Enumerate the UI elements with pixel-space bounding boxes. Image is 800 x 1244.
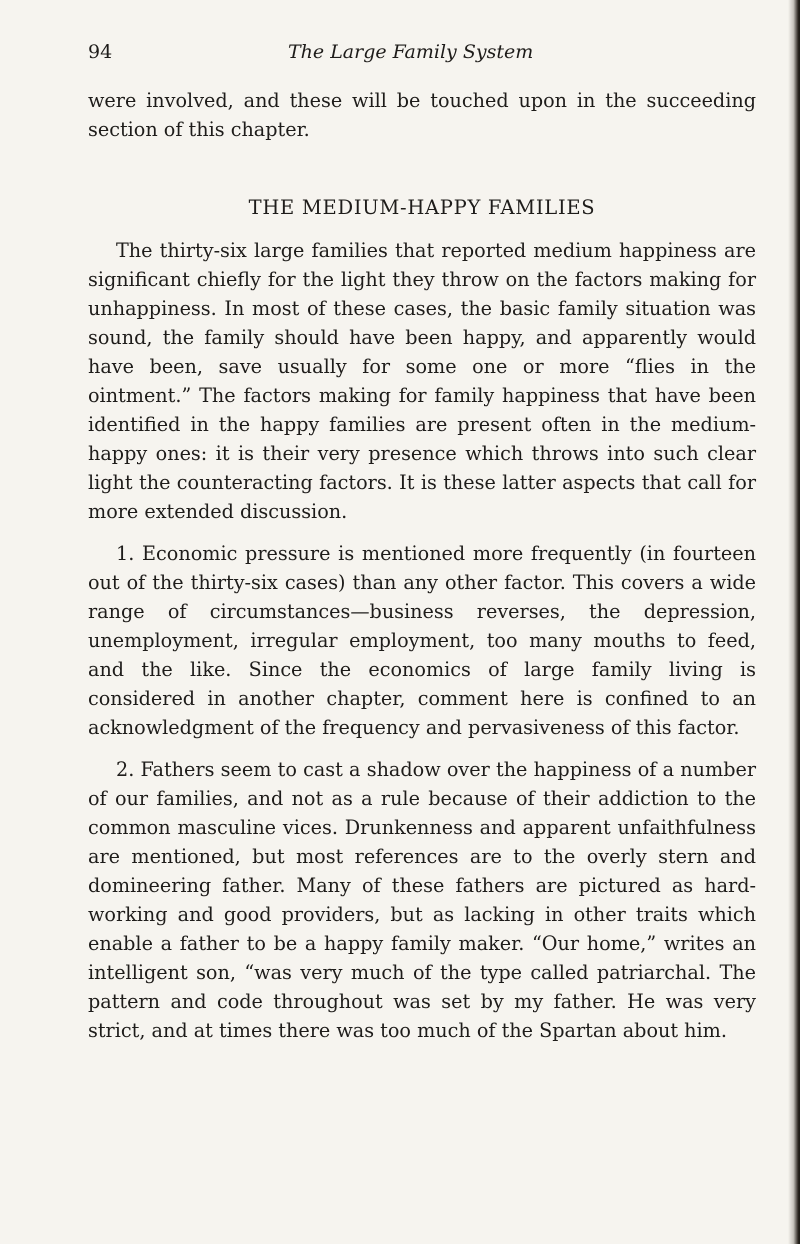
page-body <box>88 86 756 1045</box>
opening-paragraph: were involved, and these will be touched upon in the succeeding section of this chapter. <box>88 89 756 141</box>
page-edge-shadow <box>788 0 800 1244</box>
paragraph: The thirty-six large families that reported medium happiness are significant chiefly for the light they throw on the factors making for unhappiness. In most of these cases, the basic family situation was sound, the family should have been happy, and apparently would have been, save usually for some one or more “flies in the ointment.” The factors making for family happiness that have been identified in the happy families are present often in the medium-happy ones: it is their very presence which throws into such clear light the counteracting factors. It is these latter aspects that call for more extended discussion. <box>88 239 756 523</box>
page-number: 94 <box>88 41 113 63</box>
page-header <box>88 41 758 71</box>
section-title: THE MEDIUM-HAPPY FAMILIES <box>248 196 596 219</box>
paragraph: 1. Economic pressure is mentioned more frequently (in fourteen out of the thirty-six cases) than any other factor. This covers a wide range of circumstances—business reverses, the depression, unemployment, irregular employment, too many mouths to feed, and the like. Since the economics of large family living is considered in another chapter, comment here is confined to an acknowledgment of the frequency and pervasiveness of this factor. <box>88 542 756 739</box>
running-head: The Large Family System <box>288 41 534 63</box>
paragraph: 2. Fathers seem to cast a shadow over the happiness of a number of our families, and not as a rule because of their addiction to the common masculine vices. Drunkenness and apparent unfaithfulness are mentioned, but most references are to the overly stern and domineering father. Many of these fathers are pictured as hard-working and good providers, but as lacking in other traits which enable a father to be a happy family maker. “Our home,” writes an intelligent son, “was very much of the type called patriarchal. The pattern and code throughout was set by my father. He was very strict, and at times there was too much of the Spartan about him. <box>88 758 756 1042</box>
